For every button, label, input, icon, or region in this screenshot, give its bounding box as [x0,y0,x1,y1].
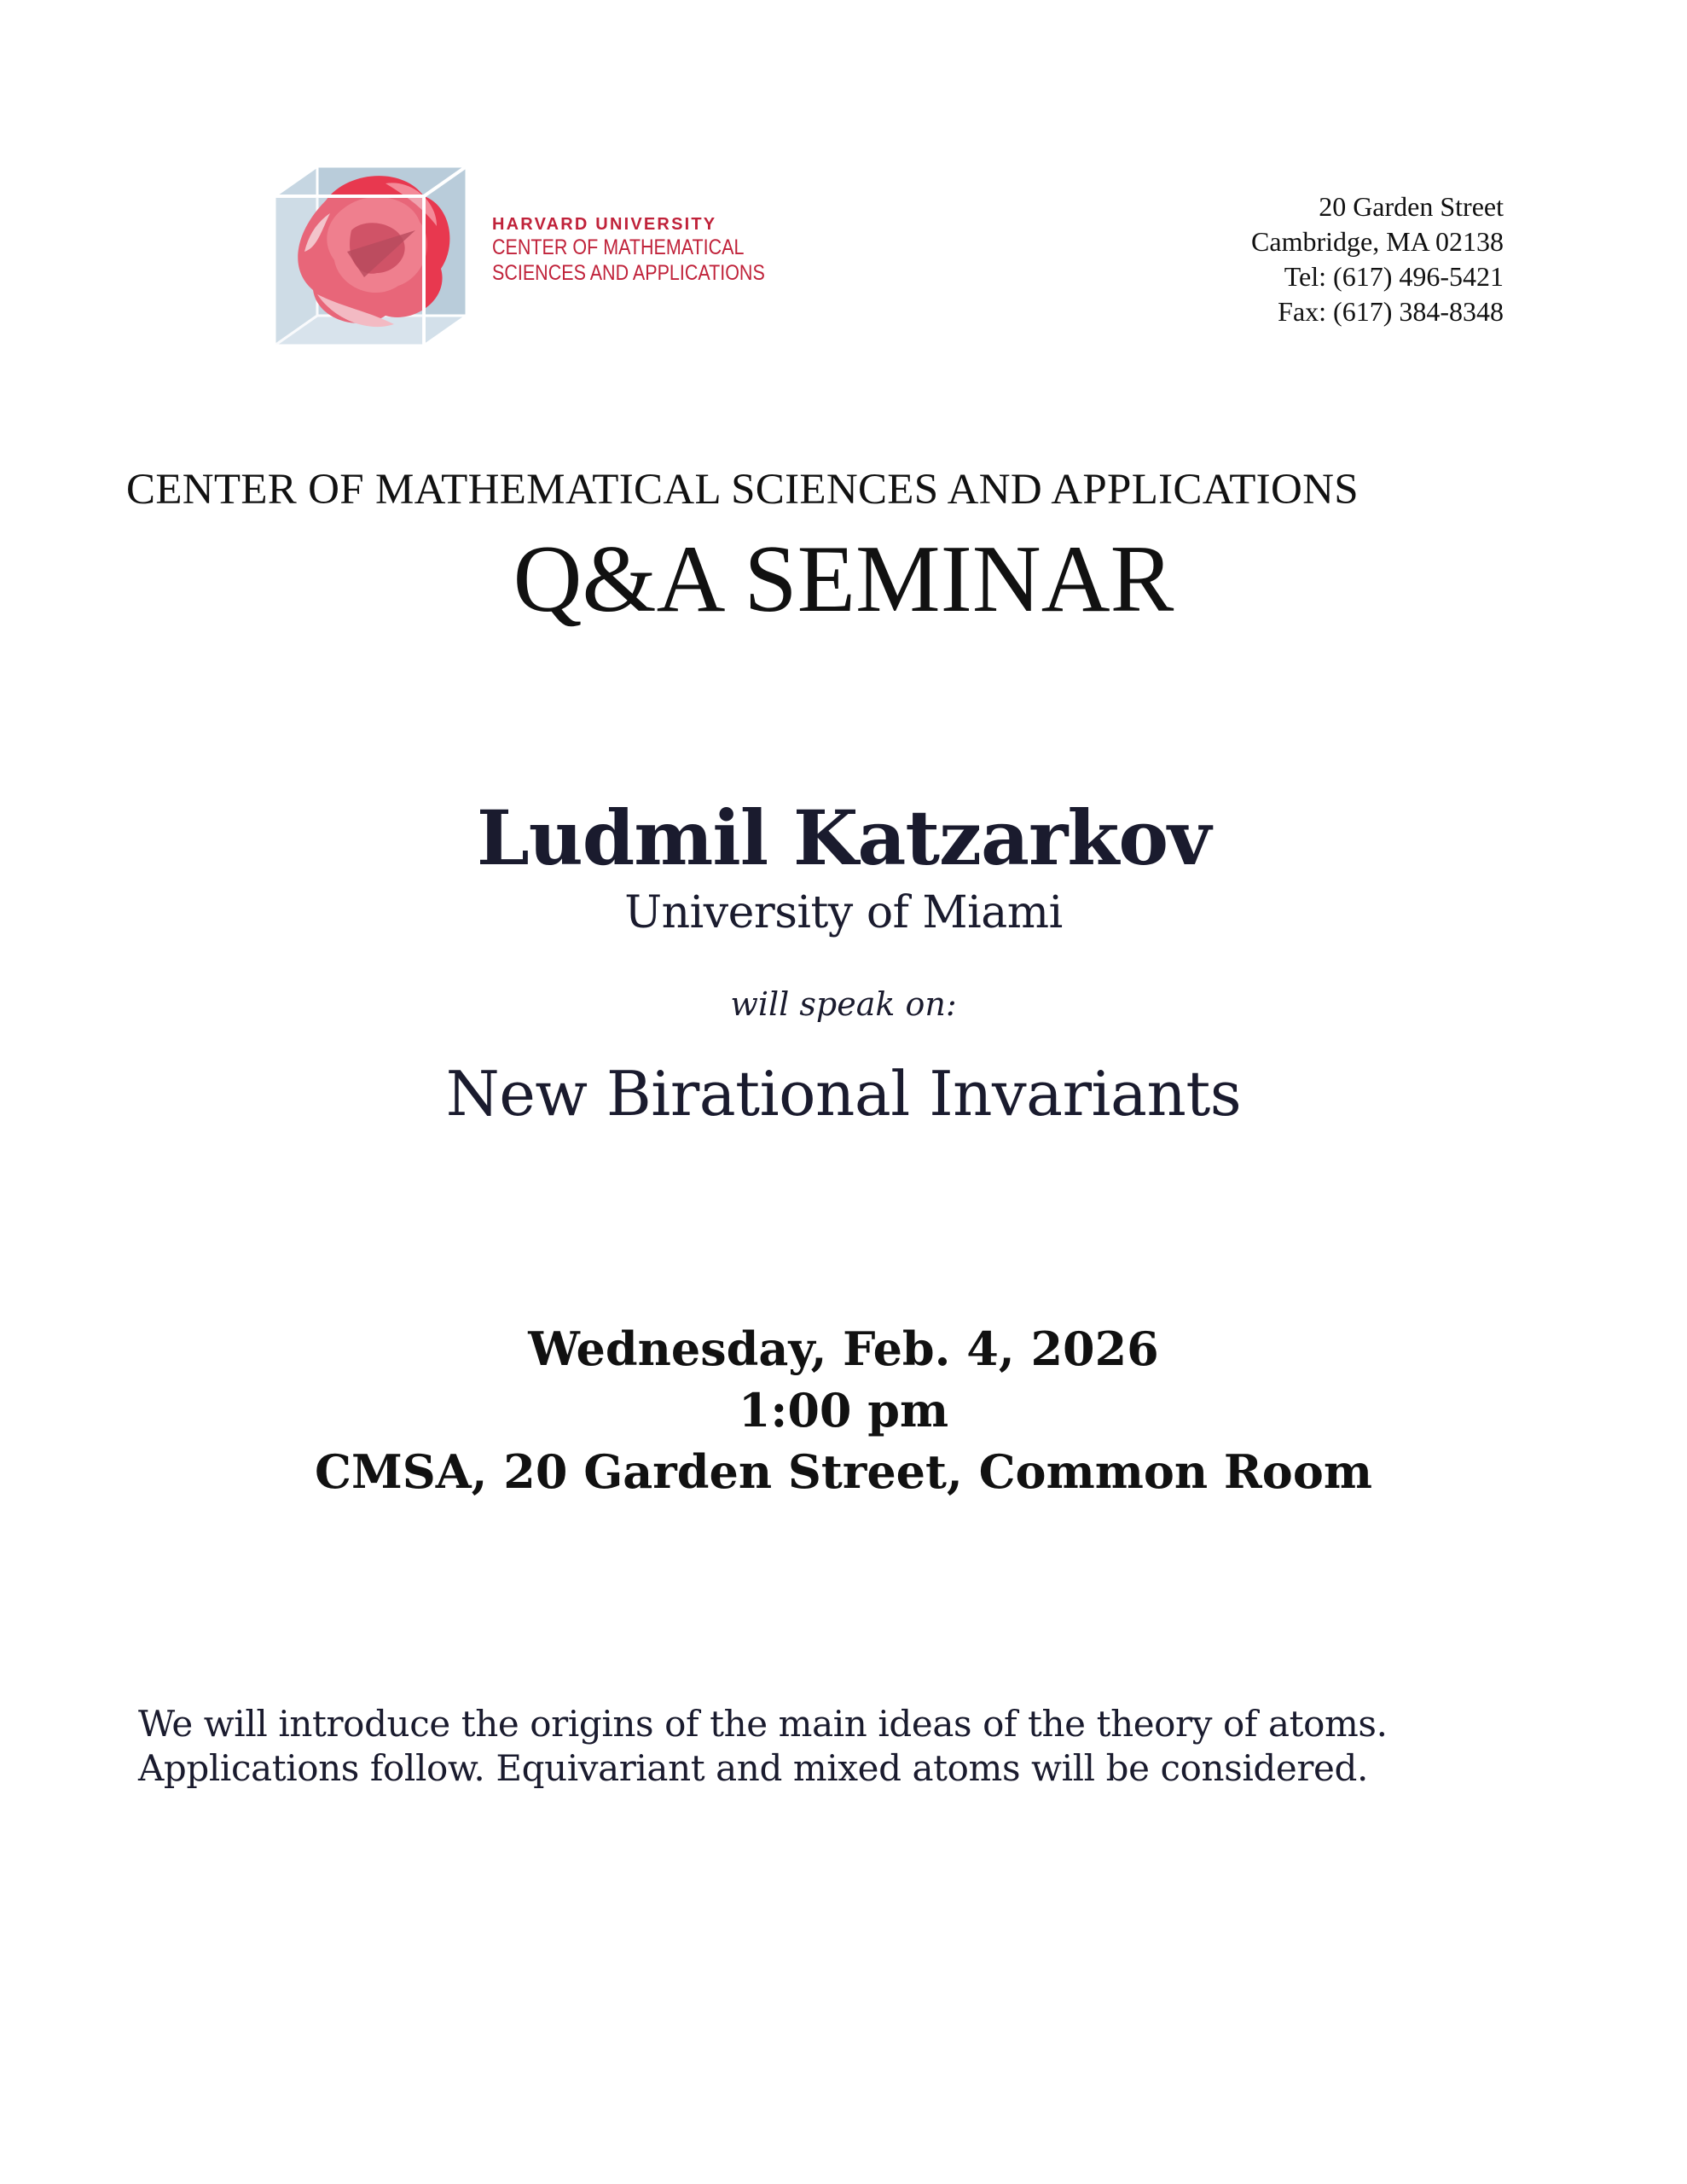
address-tel: Tel: (617) 496-5421 [1284,261,1504,292]
address-city: Cambridge, MA 02138 [1251,226,1504,257]
address-fax: Fax: (617) 384-8348 [1278,296,1504,327]
logo-text [492,216,809,284]
address-block [1251,189,1504,329]
center-title: CENTER OF MATHEMATICAL SCIENCES AND APPLICATIONS [126,466,1359,514]
speaker-name: Ludmil Katzarkov [476,793,1211,882]
talk-intro: will speak on: [730,985,957,1023]
event-date: Wednesday, Feb. 4, 2026 [528,1321,1159,1376]
abstract-text: We will introduce the origins of the main ideas of the theory of atoms. Applications follow. Equivariant and mixed atoms will be considered. [138,1703,1388,1789]
event-location: CMSA, 20 Garden Street, Common Room [315,1444,1372,1499]
cmsa-logo [266,149,778,354]
logo-center-line2: SCIENCES AND APPLICATIONS [492,261,765,285]
event-time: 1:00 pm [738,1383,949,1438]
logo-center-line1: CENTER OF MATHEMATICAL [492,235,745,259]
talk-title: New Birational Invariants [445,1058,1242,1130]
seminar-title: Q&A SEMINAR [513,526,1174,632]
logo-university: HARVARD UNIVERSITY [492,215,717,234]
cube-with-red-surface-icon [266,149,479,354]
speaker-affiliation: University of Miami [624,887,1063,938]
address-street: 20 Garden Street [1319,191,1504,222]
event-details [0,1318,1687,1502]
